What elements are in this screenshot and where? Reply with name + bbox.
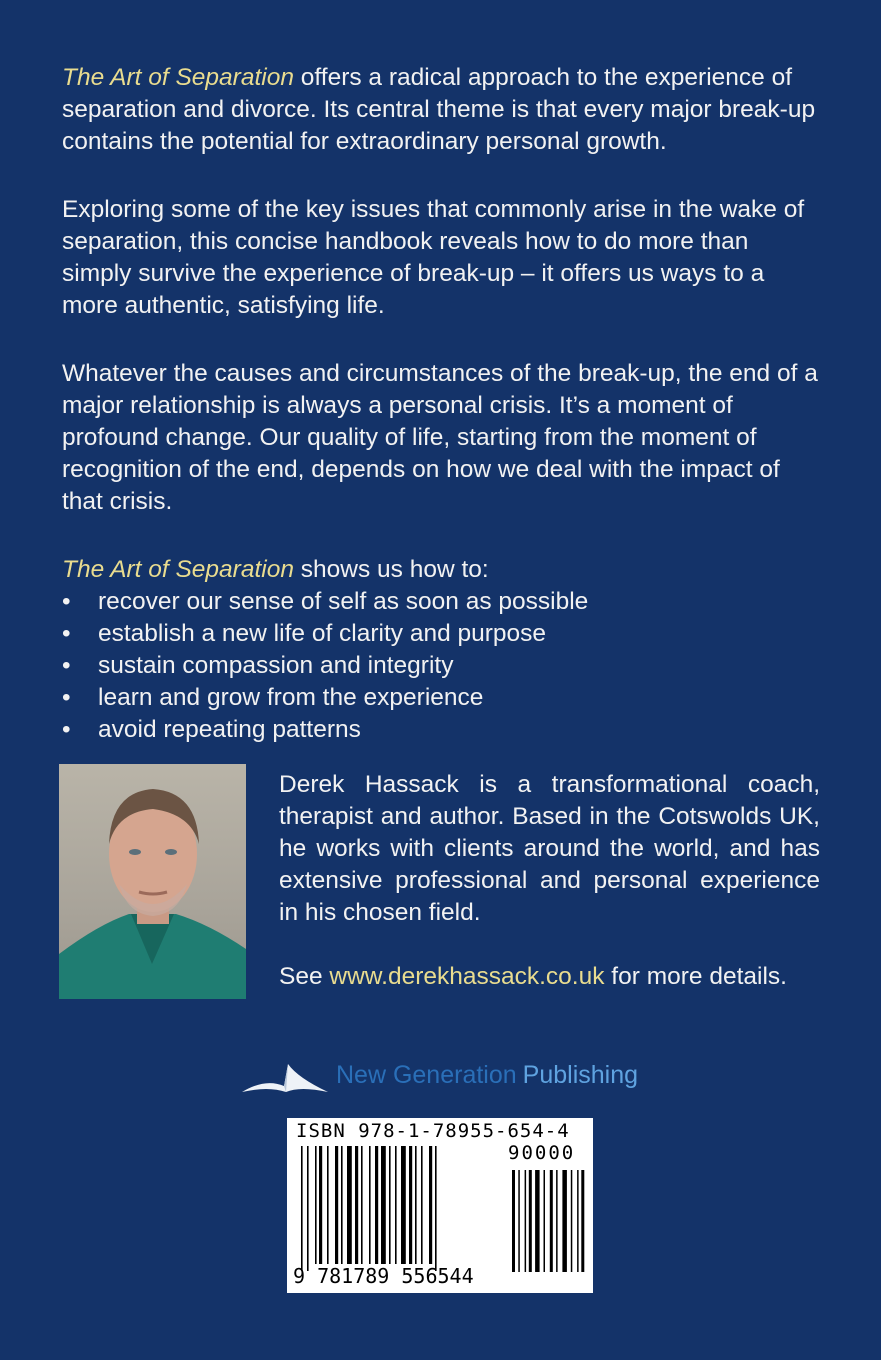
bio-text: Derek Hassack is a transformational coach, therapist and author. Based in the Cotswolds UK, he works with clients around the world, and has extensive professional and personal experience in his chosen field. (279, 771, 820, 926)
publisher-name-part1: New Generation (336, 1060, 517, 1089)
author-bio (279, 769, 820, 1025)
addon-barcode-bar (562, 1170, 567, 1272)
barcode-bar (401, 1146, 406, 1264)
barcode-bar (389, 1146, 391, 1264)
list-intro: The Art of Separation shows us how to: (62, 556, 489, 583)
list-item: • sustain compassion and integrity (62, 650, 820, 682)
publisher-logo (240, 1056, 638, 1094)
addon-barcode-bar (544, 1170, 546, 1272)
author-website-link[interactable]: www.derekhassack.co.uk (329, 963, 605, 990)
addon-barcode-bar (518, 1170, 520, 1272)
author-photo (59, 764, 246, 999)
bio-link-line: See www.derekhassack.co.uk for more details. (279, 963, 787, 990)
barcode-bar (361, 1146, 363, 1264)
barcode-bar (415, 1146, 417, 1264)
back-cover-blurb (62, 62, 820, 746)
barcode-bar (381, 1146, 386, 1264)
barcode-bar (315, 1146, 317, 1264)
publisher-name-part2: Publishing (522, 1060, 639, 1089)
addon-barcode-bar (556, 1170, 558, 1272)
barcode-bar (409, 1146, 412, 1264)
addon-barcode-bar (571, 1170, 573, 1272)
list-item: • recover our sense of self as soon as possible (62, 586, 820, 618)
barcode-bar (369, 1146, 371, 1264)
barcode-bar (319, 1146, 322, 1264)
addon-barcode-bar (550, 1170, 553, 1272)
barcode-bar (347, 1146, 352, 1264)
isbn-text: ISBN 978-1-78955-654-4 (296, 1120, 570, 1142)
blurb-paragraph-1: The Art of Separation offers a radical approach to the experience of separation and divorce. Its central theme is that every major break-up contains the potential for extraordinary personal growth. (62, 64, 816, 155)
isbn-barcode (287, 1118, 593, 1293)
list-item: • establish a new life of clarity and purpose (62, 618, 820, 650)
addon-barcode-bar (577, 1170, 579, 1272)
price-code: 90000 (508, 1142, 576, 1164)
open-book-icon (240, 1056, 330, 1094)
book-title: The Art of Separation (62, 556, 294, 583)
addon-barcode-bar (581, 1170, 584, 1272)
barcode-bar (301, 1146, 303, 1271)
book-title: The Art of Separation (62, 64, 294, 91)
barcode-bar (429, 1146, 432, 1264)
addon-barcode-bar (535, 1170, 540, 1272)
blurb-paragraph-3: Whatever the causes and circumstances of the break-up, the end of a major relationship is always a personal crisis. It’s a moment of profound change. Our quality of life, starting from the moment of recognition of the end, depends on how we deal with the impact of that crisis. (62, 360, 818, 515)
blurb-paragraph-2: Exploring some of the key issues that commonly arise in the wake of separation, this concise handbook reveals how to do more than simply survive the experience of break-up – it offers us ways to a more authentic, satisfying life. (62, 196, 805, 319)
ean-number: 9 781789 556544 (293, 1264, 474, 1288)
barcode-bar (375, 1146, 378, 1264)
barcode-bar (395, 1146, 397, 1264)
barcode-bar (307, 1146, 309, 1271)
addon-barcode-bar (512, 1170, 515, 1272)
list-item: • avoid repeating patterns (62, 714, 820, 746)
list-item: • learn and grow from the experience (62, 682, 820, 714)
barcode-bar (435, 1146, 437, 1271)
barcode-bar (421, 1146, 423, 1264)
barcode-bar (327, 1146, 329, 1264)
barcode-bar (341, 1146, 343, 1264)
barcode-bar (355, 1146, 358, 1264)
author-portrait-illustration (59, 764, 246, 999)
barcode-bar (335, 1146, 338, 1264)
addon-barcode-bar (529, 1170, 532, 1272)
benefit-list (62, 586, 820, 746)
addon-barcode-bar (525, 1170, 527, 1272)
